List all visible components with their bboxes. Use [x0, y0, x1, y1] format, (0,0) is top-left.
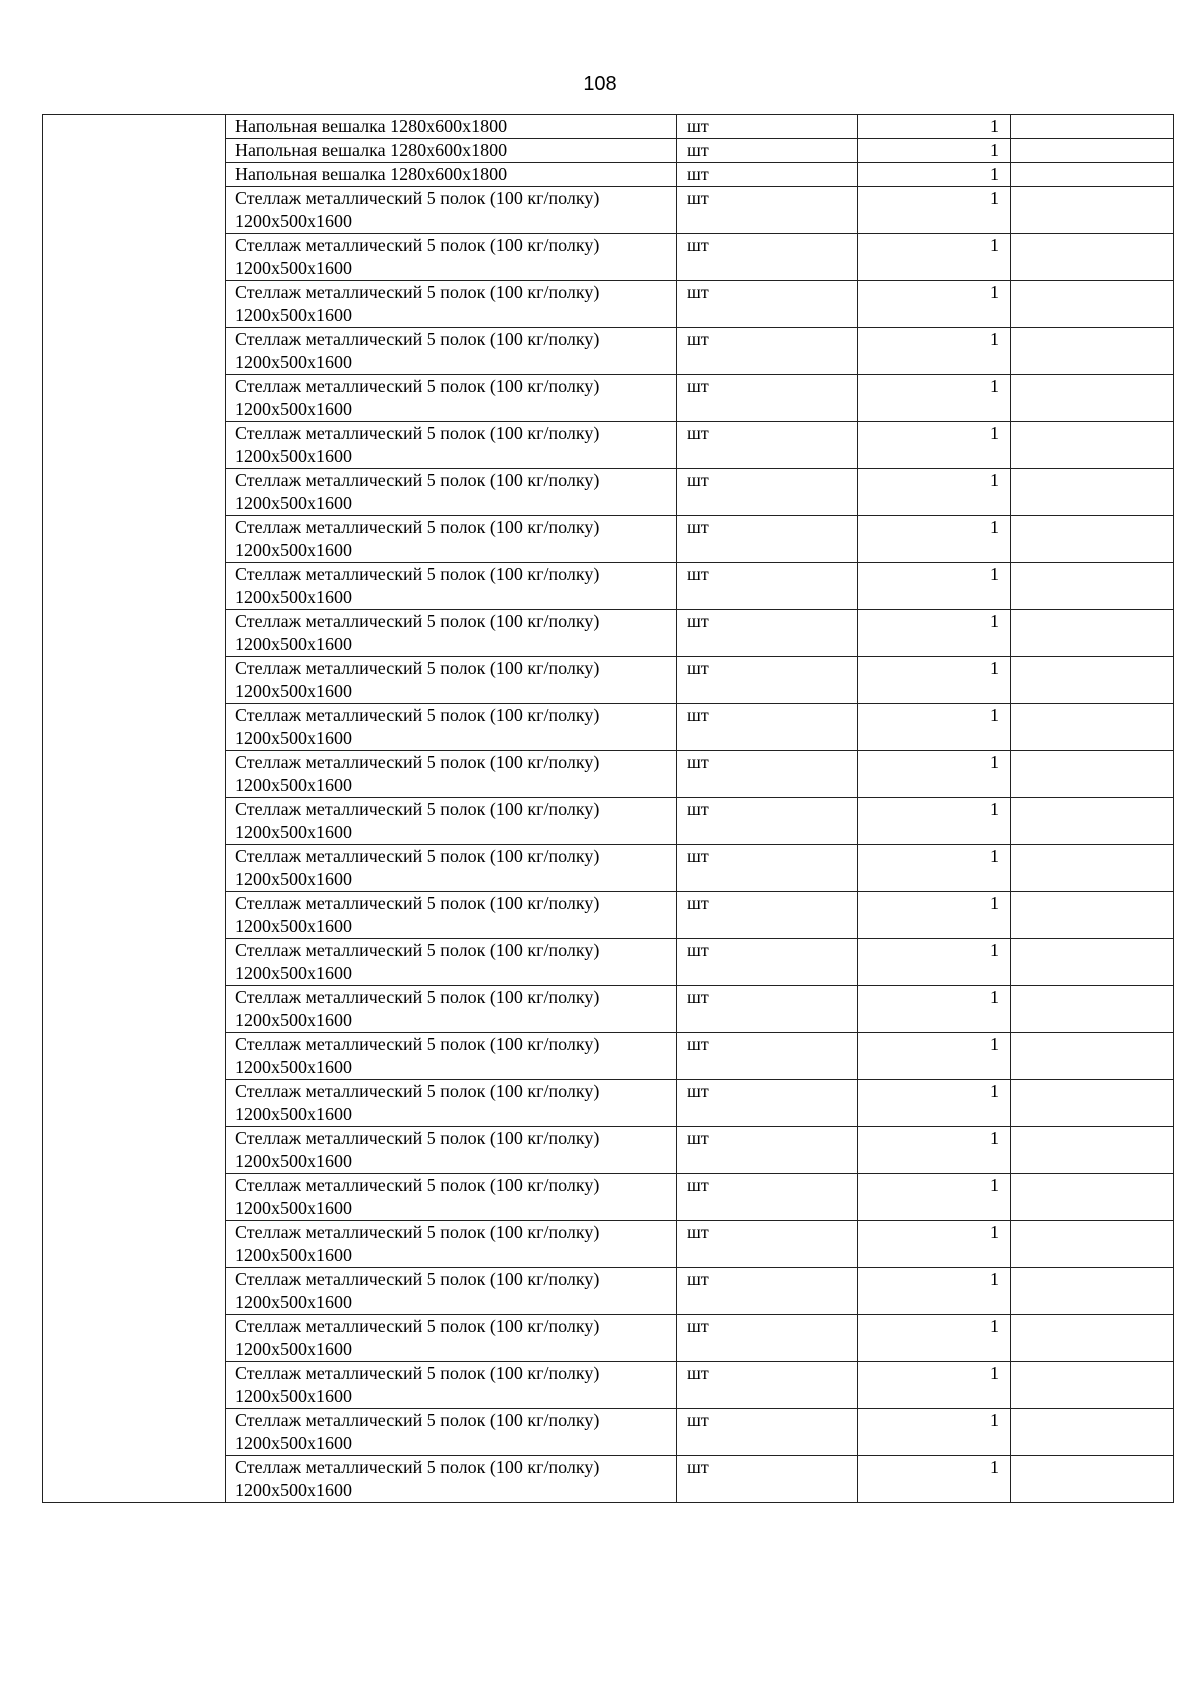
item-name-line1: Стеллаж металлический 5 полок (100 кг/полку) [235, 376, 600, 396]
item-name-line1: Напольная вешалка 1280х600х1800 [235, 140, 508, 160]
item-name-cell [226, 892, 677, 939]
item-name-line1: Стеллаж металлический 5 полок (100 кг/полку) [235, 1222, 600, 1242]
merged-left-cell [43, 115, 226, 1503]
item-empty-cell [1011, 163, 1174, 187]
item-name-cell [226, 657, 677, 704]
item-empty-cell [1011, 798, 1174, 845]
item-empty-cell [1011, 845, 1174, 892]
item-name-cell [226, 281, 677, 328]
item-quantity-cell: 1 [858, 986, 1011, 1033]
item-empty-cell [1011, 375, 1174, 422]
item-name-cell [226, 1127, 677, 1174]
item-name-line2: 1200х500х1600 [235, 1433, 352, 1453]
item-empty-cell [1011, 516, 1174, 563]
item-unit-cell: шт [677, 1127, 858, 1174]
item-name-line2: 1200х500х1600 [235, 305, 352, 325]
item-quantity-cell: 1 [858, 1174, 1011, 1221]
item-name-line2: 1200х500х1600 [235, 1480, 352, 1500]
item-name-cell [226, 939, 677, 986]
item-unit-cell: шт [677, 657, 858, 704]
item-quantity-cell: 1 [858, 328, 1011, 375]
item-empty-cell [1011, 892, 1174, 939]
item-name-cell [226, 1268, 677, 1315]
item-quantity-cell: 1 [858, 1221, 1011, 1268]
item-unit-cell: шт [677, 469, 858, 516]
item-name-line2: 1200х500х1600 [235, 681, 352, 701]
item-name-line1: Стеллаж металлический 5 полок (100 кг/полку) [235, 658, 600, 678]
item-name-line2: 1200х500х1600 [235, 258, 352, 278]
item-name-line1: Стеллаж металлический 5 полок (100 кг/полку) [235, 470, 600, 490]
inventory-table [42, 114, 1174, 1503]
item-name-line2: 1200х500х1600 [235, 540, 352, 560]
item-name-line1: Стеллаж металлический 5 полок (100 кг/полку) [235, 329, 600, 349]
item-name-cell [226, 1409, 677, 1456]
item-name-cell [226, 1174, 677, 1221]
item-quantity-cell: 1 [858, 1362, 1011, 1409]
item-empty-cell [1011, 1221, 1174, 1268]
item-unit-cell: шт [677, 1315, 858, 1362]
item-quantity-cell: 1 [858, 375, 1011, 422]
item-unit-cell: шт [677, 1362, 858, 1409]
item-name-line2: 1200х500х1600 [235, 1151, 352, 1171]
item-name-line1: Стеллаж металлический 5 полок (100 кг/полку) [235, 940, 600, 960]
item-unit-cell: шт [677, 1080, 858, 1127]
item-name-line1: Стеллаж металлический 5 полок (100 кг/полку) [235, 1175, 600, 1195]
item-name-cell [226, 328, 677, 375]
item-name-line1: Стеллаж металлический 5 полок (100 кг/полку) [235, 1457, 600, 1477]
item-name-line2: 1200х500х1600 [235, 634, 352, 654]
item-name-line2: 1200х500х1600 [235, 1292, 352, 1312]
item-quantity-cell: 1 [858, 469, 1011, 516]
item-empty-cell [1011, 1456, 1174, 1503]
item-name-cell [226, 187, 677, 234]
item-name-cell [226, 610, 677, 657]
item-name-line1: Стеллаж металлический 5 полок (100 кг/полку) [235, 564, 600, 584]
item-name-line1: Стеллаж металлический 5 полок (100 кг/полку) [235, 1128, 600, 1148]
item-name-line2: 1200х500х1600 [235, 211, 352, 231]
item-quantity-cell: 1 [858, 1315, 1011, 1362]
item-name-line1: Стеллаж металлический 5 полок (100 кг/полку) [235, 235, 600, 255]
item-quantity-cell: 1 [858, 187, 1011, 234]
item-quantity-cell: 1 [858, 1033, 1011, 1080]
item-name-line1: Стеллаж металлический 5 полок (100 кг/полку) [235, 1034, 600, 1054]
item-unit-cell: шт [677, 1268, 858, 1315]
item-name-cell [226, 516, 677, 563]
item-empty-cell [1011, 115, 1174, 139]
item-unit-cell: шт [677, 845, 858, 892]
inventory-table-body [43, 115, 1174, 1503]
item-empty-cell [1011, 610, 1174, 657]
item-name-cell [226, 1033, 677, 1080]
item-unit-cell: шт [677, 892, 858, 939]
item-quantity-cell: 1 [858, 1456, 1011, 1503]
item-name-line1: Стеллаж металлический 5 полок (100 кг/полку) [235, 1081, 600, 1101]
item-empty-cell [1011, 657, 1174, 704]
item-unit-cell: шт [677, 281, 858, 328]
item-quantity-cell: 1 [858, 845, 1011, 892]
item-name-line2: 1200х500х1600 [235, 822, 352, 842]
item-name-line1: Стеллаж металлический 5 полок (100 кг/полку) [235, 893, 600, 913]
item-unit-cell: шт [677, 422, 858, 469]
item-empty-cell [1011, 187, 1174, 234]
item-unit-cell: шт [677, 516, 858, 563]
item-quantity-cell: 1 [858, 163, 1011, 187]
item-quantity-cell: 1 [858, 892, 1011, 939]
item-name-line1: Стеллаж металлический 5 полок (100 кг/полку) [235, 517, 600, 537]
item-empty-cell [1011, 1315, 1174, 1362]
item-unit-cell: шт [677, 1033, 858, 1080]
item-empty-cell [1011, 939, 1174, 986]
item-unit-cell: шт [677, 798, 858, 845]
item-quantity-cell: 1 [858, 704, 1011, 751]
item-unit-cell: шт [677, 234, 858, 281]
item-unit-cell: шт [677, 375, 858, 422]
item-name-line2: 1200х500х1600 [235, 963, 352, 983]
item-name-line2: 1200х500х1600 [235, 1010, 352, 1030]
item-empty-cell [1011, 1268, 1174, 1315]
item-unit-cell: шт [677, 751, 858, 798]
item-quantity-cell: 1 [858, 139, 1011, 163]
item-empty-cell [1011, 1362, 1174, 1409]
item-name-line2: 1200х500х1600 [235, 1057, 352, 1077]
item-name-line1: Стеллаж металлический 5 полок (100 кг/полку) [235, 282, 600, 302]
item-name-cell [226, 1221, 677, 1268]
item-name-cell [226, 986, 677, 1033]
item-quantity-cell: 1 [858, 115, 1011, 139]
item-empty-cell [1011, 751, 1174, 798]
item-name-cell [226, 139, 677, 163]
item-name-line2: 1200х500х1600 [235, 869, 352, 889]
item-name-line1: Стеллаж металлический 5 полок (100 кг/полку) [235, 1269, 600, 1289]
item-unit-cell: шт [677, 986, 858, 1033]
item-name-line2: 1200х500х1600 [235, 775, 352, 795]
item-name-cell [226, 115, 677, 139]
item-name-cell [226, 422, 677, 469]
item-quantity-cell: 1 [858, 1268, 1011, 1315]
item-name-cell [226, 1080, 677, 1127]
page-number: 108 [583, 73, 617, 95]
item-name-cell [226, 751, 677, 798]
item-empty-cell [1011, 328, 1174, 375]
item-name-line1: Стеллаж металлический 5 полок (100 кг/полку) [235, 1316, 600, 1336]
item-name-line2: 1200х500х1600 [235, 446, 352, 466]
item-name-cell [226, 563, 677, 610]
item-empty-cell [1011, 234, 1174, 281]
item-quantity-cell: 1 [858, 610, 1011, 657]
item-unit-cell: шт [677, 563, 858, 610]
item-unit-cell: шт [677, 1456, 858, 1503]
item-name-cell [226, 1315, 677, 1362]
item-name-line1: Стеллаж металлический 5 полок (100 кг/полку) [235, 1410, 600, 1430]
item-name-line1: Стеллаж металлический 5 полок (100 кг/полку) [235, 846, 600, 866]
item-name-cell [226, 163, 677, 187]
item-unit-cell: шт [677, 139, 858, 163]
item-empty-cell [1011, 563, 1174, 610]
item-empty-cell [1011, 1033, 1174, 1080]
item-unit-cell: шт [677, 610, 858, 657]
item-quantity-cell: 1 [858, 281, 1011, 328]
item-quantity-cell: 1 [858, 1409, 1011, 1456]
item-empty-cell [1011, 1127, 1174, 1174]
item-empty-cell [1011, 422, 1174, 469]
item-name-line2: 1200х500х1600 [235, 1104, 352, 1124]
item-name-cell [226, 1362, 677, 1409]
item-name-line2: 1200х500х1600 [235, 399, 352, 419]
table-row [43, 115, 1174, 139]
item-name-cell [226, 845, 677, 892]
item-name-line2: 1200х500х1600 [235, 587, 352, 607]
item-unit-cell: шт [677, 704, 858, 751]
item-name-line2: 1200х500х1600 [235, 728, 352, 748]
item-empty-cell [1011, 139, 1174, 163]
item-quantity-cell: 1 [858, 939, 1011, 986]
item-unit-cell: шт [677, 187, 858, 234]
item-name-cell [226, 234, 677, 281]
item-empty-cell [1011, 469, 1174, 516]
item-name-cell [226, 375, 677, 422]
item-name-line2: 1200х500х1600 [235, 916, 352, 936]
item-name-line1: Стеллаж металлический 5 полок (100 кг/полку) [235, 799, 600, 819]
item-name-line1: Стеллаж металлический 5 полок (100 кг/полку) [235, 752, 600, 772]
item-unit-cell: шт [677, 115, 858, 139]
item-name-line1: Стеллаж металлический 5 полок (100 кг/полку) [235, 188, 600, 208]
item-quantity-cell: 1 [858, 563, 1011, 610]
item-empty-cell [1011, 1174, 1174, 1221]
item-quantity-cell: 1 [858, 1080, 1011, 1127]
item-name-line1: Стеллаж металлический 5 полок (100 кг/полку) [235, 423, 600, 443]
item-name-cell [226, 798, 677, 845]
item-name-line2: 1200х500х1600 [235, 1339, 352, 1359]
item-name-line2: 1200х500х1600 [235, 1386, 352, 1406]
item-quantity-cell: 1 [858, 751, 1011, 798]
item-empty-cell [1011, 1409, 1174, 1456]
item-empty-cell [1011, 281, 1174, 328]
item-unit-cell: шт [677, 1409, 858, 1456]
item-name-line2: 1200х500х1600 [235, 352, 352, 372]
item-name-line1: Напольная вешалка 1280х600х1800 [235, 116, 508, 136]
item-unit-cell: шт [677, 1221, 858, 1268]
item-name-cell [226, 704, 677, 751]
item-name-line1: Стеллаж металлический 5 полок (100 кг/полку) [235, 987, 600, 1007]
item-name-line1: Напольная вешалка 1280х600х1800 [235, 164, 508, 184]
item-unit-cell: шт [677, 1174, 858, 1221]
item-name-line1: Стеллаж металлический 5 полок (100 кг/полку) [235, 1363, 600, 1383]
item-name-line1: Стеллаж металлический 5 полок (100 кг/полку) [235, 705, 600, 725]
item-quantity-cell: 1 [858, 1127, 1011, 1174]
item-empty-cell [1011, 1080, 1174, 1127]
item-quantity-cell: 1 [858, 234, 1011, 281]
item-name-line1: Стеллаж металлический 5 полок (100 кг/полку) [235, 611, 600, 631]
item-name-cell [226, 469, 677, 516]
item-quantity-cell: 1 [858, 657, 1011, 704]
item-name-line2: 1200х500х1600 [235, 1198, 352, 1218]
item-unit-cell: шт [677, 939, 858, 986]
item-name-line2: 1200х500х1600 [235, 1245, 352, 1265]
item-unit-cell: шт [677, 328, 858, 375]
item-empty-cell [1011, 986, 1174, 1033]
item-name-cell [226, 1456, 677, 1503]
item-quantity-cell: 1 [858, 422, 1011, 469]
item-empty-cell [1011, 704, 1174, 751]
item-quantity-cell: 1 [858, 516, 1011, 563]
item-unit-cell: шт [677, 163, 858, 187]
item-quantity-cell: 1 [858, 798, 1011, 845]
item-name-line2: 1200х500х1600 [235, 493, 352, 513]
